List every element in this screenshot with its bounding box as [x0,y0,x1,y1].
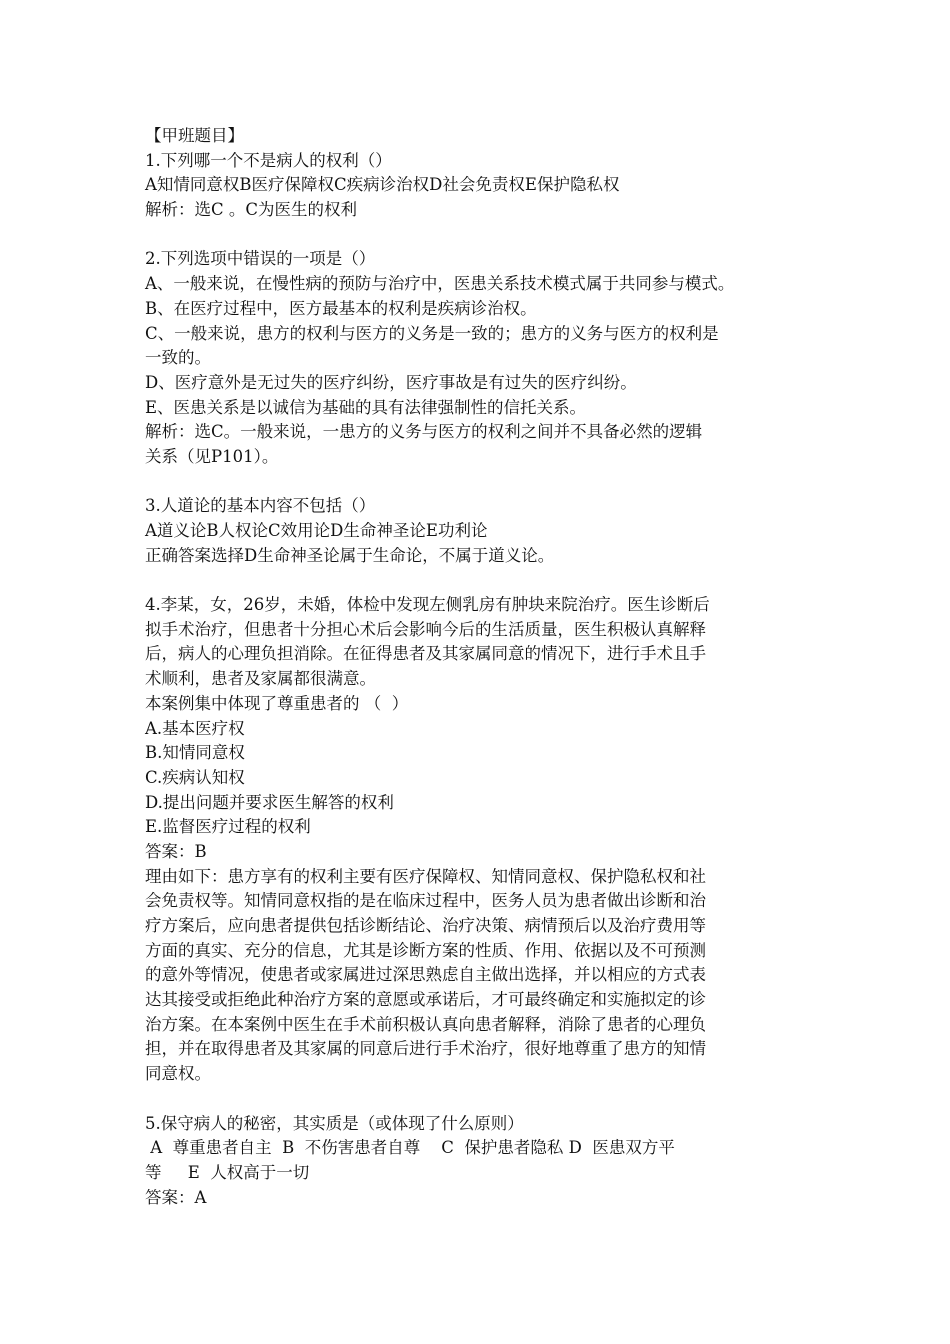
q3-options: A道义论B人权论C效用论D生命神圣论E功利论 [145,521,488,540]
q4-option-b: B.知情同意权 [145,743,245,763]
q1-options: A知情同意权B医疗保障权C疾病诊治权D社会免责权E保护隐私权 [145,175,620,195]
q4-reason: 担，并在取得患者及其家属的同意后进行手术治疗，很好地尊重了患方的知情 [145,1039,706,1059]
q4-option-a: A.基本医疗权 [145,718,245,738]
q2-analysis: 解析：选C。一般来说，一患方的义务与医方的权利之间并不具备必然的逻辑 [145,422,703,442]
q4-stem: 拟手术治疗，但患者十分担心术后会影响今后的生活质量，医生积极认真解释 [145,619,706,639]
q2-option-a: A、一般来说，在慢性病的预防与治疗中，医患关系技术模式属于共同参与模式。 [145,274,735,294]
q5-options: A 尊重患者自主 B 不伤害患者自尊 C 保护患者隐私 D 医患双方平 [145,1138,675,1158]
q4-reason: 会免责权等。知情同意权指的是在临床过程中，医务人员为患者做出诊断和治 [145,891,706,911]
q3-question: 3.人道论的基本内容不包括（） [145,496,376,516]
q1-analysis: 解析：选C 。C为医生的权利 [145,200,357,220]
spacer [145,223,825,248]
q2-option-b: B、在医疗过程中，医方最基本的权利是疾病诊治权。 [145,298,537,318]
spacer [145,568,825,593]
spacer [145,1087,825,1112]
q4-reason: 方面的真实、充分的信息，尤其是诊断方案的性质、作用、依据以及不可预测 [145,940,706,960]
q4-reason: 治方案。在本案例中医生在手术前积极认真向患者解释，消除了患者的心理负 [145,1014,706,1034]
q2-option-e: E、医患关系是以诚信为基础的具有法律强制性的信托关系。 [145,397,587,417]
q2-option-c: C、一般来说，患方的权利与医方的义务是一致的；患方的义务与医方的权利是 [145,323,719,343]
q4-option-e: E.监督医疗过程的权利 [145,817,311,837]
q4-reason: 同意权。 [145,1064,211,1084]
q2-question: 2.下列选项中错误的一项是（） [145,249,376,269]
q4-reason: 达其接受或拒绝此种治疗方案的意愿或承诺后，才可最终确定和实施拟定的诊 [145,990,706,1010]
q2-analysis-cont: 关系（见P101）。 [145,446,279,466]
q4-question: 本案例集中体现了尊重患者的 （ ） [145,693,409,713]
q2-option-c-cont: 一致的。 [145,348,211,368]
q4-reason: 的意外等情况，使患者或家属进过深思熟虑自主做出选择，并以相应的方式表 [145,965,706,985]
q4-option-c: C.疾病认知权 [145,767,245,787]
q4-stem: 术顺利，患者及家属都很满意。 [145,669,376,689]
q5-answer: 答案：A [145,1187,207,1207]
q4-answer: 答案：B [145,841,207,861]
q4-stem: 后，病人的心理负担消除。在征得患者及其家属同意的情况下，进行手术且手 [145,644,706,664]
q5-options-cont: 等 E 人权高于一切 [145,1162,310,1182]
q3-answer: 正确答案选择D生命神圣论属于生命论，不属于道义论。 [145,545,555,565]
q2-option-d: D、医疗意外是无过失的医疗纠纷，医疗事故是有过失的医疗纠纷。 [145,372,637,392]
section-header: 【甲班题目】 [145,126,244,145]
q4-reason: 理由如下：患方享有的权利主要有医疗保障权、知情同意权、保护隐私权和社 [145,866,706,886]
document-page [145,124,825,1210]
q4-reason: 疗方案后，应向患者提供包括诊断结论、治疗决策、病情预后以及治疗费用等 [145,916,706,935]
spacer [145,470,825,495]
q4-stem: 4.李某，女，26岁，未婚，体检中发现左侧乳房有肿块来院治疗。医生诊断后 [145,595,710,615]
q4-option-d: D.提出问题并要求医生解答的权利 [145,792,394,812]
q1-question: 1.下列哪一个不是病人的权利（） [145,150,392,170]
q5-question: 5.保守病人的秘密，其实质是（或体现了什么原则） [145,1113,524,1133]
